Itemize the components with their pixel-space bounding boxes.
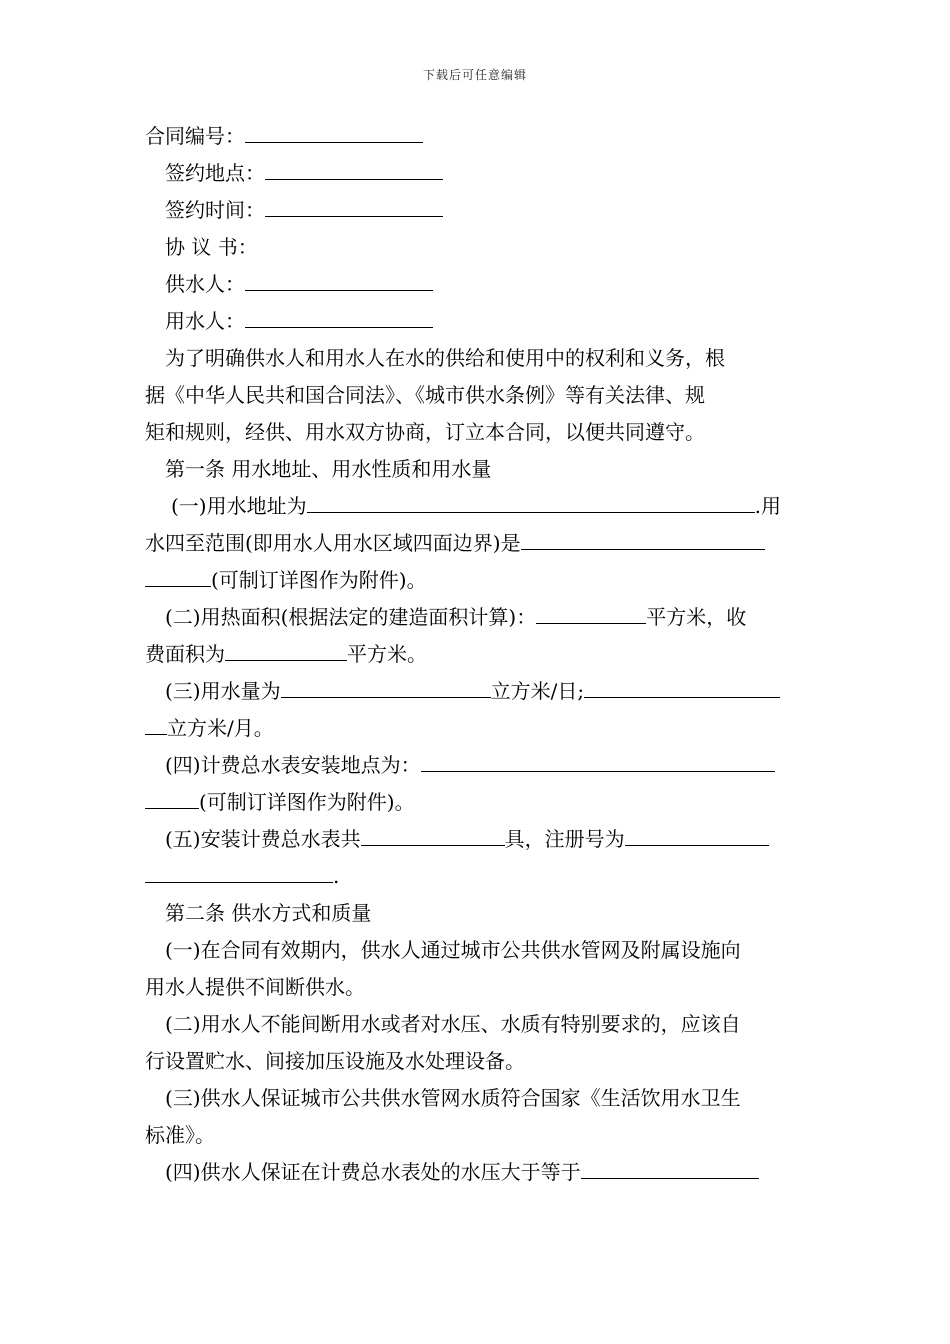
intro-line-3: 矩和规则，经供、用水双方协商，订立本合同，以便共同遵守。 <box>145 420 705 444</box>
article2-item4-text-a: (四)供水人保证在计费总水表处的水压大于等于 <box>165 1160 581 1184</box>
article1-title: 第一条 用水地址、用水性质和用水量 <box>165 457 492 481</box>
user-label: 用水人： <box>165 309 245 333</box>
article1-item1-text-c: 水四至范围(即用水人用水区域四面边界)是 <box>145 531 521 555</box>
contract-number-line <box>145 118 807 155</box>
meter-count-blank <box>361 821 505 846</box>
article2-item3-line1: (三)供水人保证城市公共供水管网水质符合国家《生活饮用水卫生 <box>165 1086 741 1110</box>
supplier-line <box>145 266 807 303</box>
sign-time-line <box>145 192 807 229</box>
boundary-blank-continued <box>145 562 211 587</box>
sign-place-line <box>145 155 807 192</box>
heating-area-blank <box>536 599 646 624</box>
article1-item5-line2 <box>145 858 807 895</box>
article1-item2-line1 <box>145 599 807 636</box>
article2-item4-line1 <box>145 1154 807 1191</box>
article1-item2-text-b: 平方米，收 <box>646 605 747 629</box>
user-line <box>145 303 807 340</box>
article2-item1-line1: (一)在合同有效期内，供水人通过城市公共供水管网及附属设施向 <box>165 938 741 962</box>
article1-item5-line1 <box>145 821 807 858</box>
monthly-volume-blank <box>584 673 780 698</box>
article1-item1-line1 <box>145 488 807 525</box>
water-pressure-blank <box>581 1154 759 1179</box>
article1-item3-text-b: 立方米/日; <box>490 679 585 703</box>
article1-item1-text-a: (一)用水地址为 <box>171 494 307 518</box>
article1-item3-line2 <box>145 710 807 747</box>
article1-item1-text-d: (可制订详图作为附件)。 <box>211 568 427 592</box>
supplier-blank <box>245 266 433 291</box>
article1-item2-text-d: 平方米。 <box>347 642 427 666</box>
article1-item5-text-c: . <box>333 864 340 888</box>
article1-item4-line2 <box>145 784 807 821</box>
monthly-volume-blank-continued <box>145 710 167 735</box>
registration-number-blank <box>625 821 769 846</box>
user-blank <box>245 303 433 328</box>
contract-number-label: 合同编号： <box>145 124 245 148</box>
meter-location-blank-continued <box>145 784 199 809</box>
article1-item4-text-b: (可制订详图作为附件)。 <box>199 790 415 814</box>
article2-title: 第二条 供水方式和质量 <box>165 901 372 925</box>
daily-volume-blank <box>281 673 491 698</box>
article1-item1-line2 <box>145 525 807 562</box>
article2-item2-line1: (二)用水人不能间断用水或者对水压、水质有特别要求的，应该自 <box>165 1012 741 1036</box>
contract-number-blank <box>245 118 423 143</box>
billing-area-blank <box>225 636 347 661</box>
article2-item1-line2: 用水人提供不间断供水。 <box>145 975 365 999</box>
sign-place-label: 签约地点： <box>165 161 265 185</box>
registration-number-blank-continued <box>145 858 333 883</box>
sign-time-label: 签约时间： <box>165 198 265 222</box>
supplier-label: 供水人： <box>165 272 245 296</box>
address-blank <box>307 488 755 513</box>
article1-item2-text-c: 费面积为 <box>145 642 225 666</box>
article1-item3-line1 <box>145 673 807 710</box>
article1-item4-text-a: (四)计费总水表安装地点为： <box>165 753 421 777</box>
article1-item2-line2 <box>145 636 807 673</box>
contract-body <box>145 118 807 1191</box>
article1-item4-line1 <box>145 747 807 784</box>
intro-line-2: 据《中华人民共和国合同法》、《城市供水条例》等有关法律、规 <box>145 383 705 407</box>
article2-item3-line2: 标准》。 <box>145 1123 215 1147</box>
article2-item2-line2: 行设置贮水、间接加压设施及水处理设备。 <box>145 1049 525 1073</box>
article1-item5-text-b: 具，注册号为 <box>504 827 625 851</box>
intro-line-1: 为了明确供水人和用水人在水的供给和使用中的权利和义务，根 <box>165 346 725 370</box>
boundary-blank <box>521 525 765 550</box>
article1-item1-text-b: .用 <box>754 494 781 518</box>
agreement-line <box>145 229 807 266</box>
page-header-note: 下载后可任意编辑 <box>422 68 527 82</box>
article1-item3-text-c: 立方米/月。 <box>167 716 274 740</box>
article1-item1-line3 <box>145 562 807 599</box>
article1-item3-text-a: (三)用水量为 <box>165 679 281 703</box>
sign-time-blank <box>265 192 443 217</box>
meter-location-blank <box>421 747 775 772</box>
article1-item5-text-a: (五)安装计费总水表共 <box>165 827 361 851</box>
sign-place-blank <box>265 155 443 180</box>
article1-item2-text-a: (二)用热面积(根据法定的建造面积计算)： <box>165 605 537 629</box>
agreement-label: 协 议 书： <box>165 235 258 259</box>
